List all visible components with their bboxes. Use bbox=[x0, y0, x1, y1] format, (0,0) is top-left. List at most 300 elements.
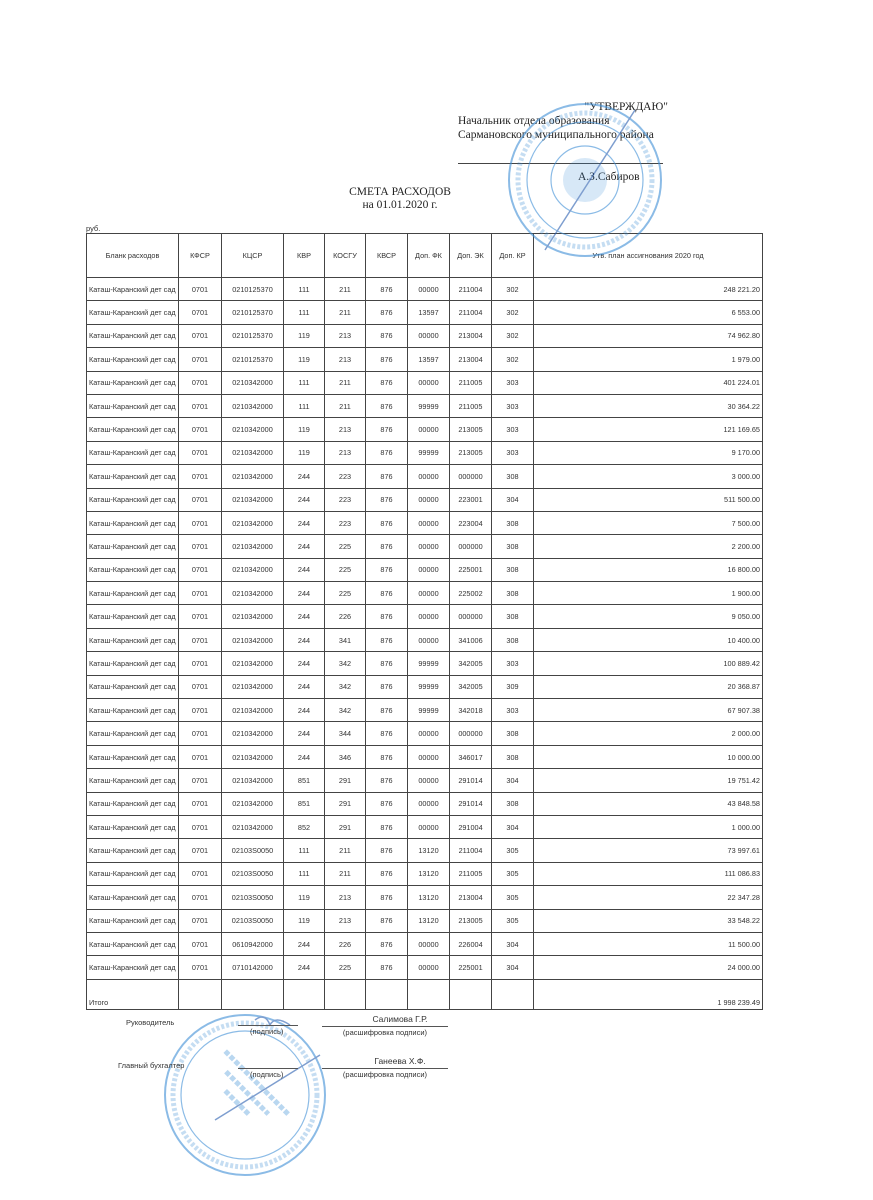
table-cell: 876 bbox=[366, 769, 408, 792]
table-cell: 0210342000 bbox=[222, 371, 284, 394]
head-name-line bbox=[322, 1026, 448, 1027]
table-cell: Каташ-Каранский дет сад bbox=[87, 558, 179, 581]
empty-cell bbox=[366, 979, 408, 1009]
table-cell: 213005 bbox=[450, 418, 492, 441]
table-cell: 0210342000 bbox=[222, 558, 284, 581]
table-cell: Каташ-Каранский дет сад bbox=[87, 956, 179, 979]
table-cell: 211005 bbox=[450, 371, 492, 394]
approval-position-line1: Начальник отдела образования bbox=[458, 115, 610, 127]
table-cell: 0210342000 bbox=[222, 605, 284, 628]
document-title-block bbox=[300, 186, 500, 212]
table-cell: 0701 bbox=[179, 652, 222, 675]
table-cell: 99999 bbox=[408, 652, 450, 675]
table-cell: 00000 bbox=[408, 605, 450, 628]
table-cell: 308 bbox=[492, 745, 534, 768]
table-cell: 225 bbox=[325, 558, 366, 581]
table-cell: 99999 bbox=[408, 394, 450, 417]
table-cell: 0210125370 bbox=[222, 324, 284, 347]
table-cell: 876 bbox=[366, 909, 408, 932]
table-cell: 0210342000 bbox=[222, 535, 284, 558]
table-cell: 0701 bbox=[179, 348, 222, 371]
table-cell: 876 bbox=[366, 932, 408, 955]
table-cell: Каташ-Каранский дет сад bbox=[87, 815, 179, 838]
table-cell: Каташ-Каранский дет сад bbox=[87, 932, 179, 955]
table-cell: 876 bbox=[366, 511, 408, 534]
table-cell: 0210125370 bbox=[222, 348, 284, 371]
table-header-row bbox=[87, 234, 763, 278]
table-cell: Каташ-Каранский дет сад bbox=[87, 582, 179, 605]
table-cell: 223001 bbox=[450, 488, 492, 511]
table-cell: 244 bbox=[284, 722, 325, 745]
table-cell: 0210342000 bbox=[222, 699, 284, 722]
table-cell: 851 bbox=[284, 792, 325, 815]
table-row bbox=[87, 301, 763, 324]
column-header: КЦСР bbox=[222, 234, 284, 278]
table-cell: 0701 bbox=[179, 278, 222, 301]
table-cell: 852 bbox=[284, 815, 325, 838]
table-cell: 225 bbox=[325, 582, 366, 605]
table-cell: 0701 bbox=[179, 862, 222, 885]
table-row bbox=[87, 441, 763, 464]
table-cell: 0210342000 bbox=[222, 745, 284, 768]
table-row bbox=[87, 418, 763, 441]
table-cell: 0701 bbox=[179, 628, 222, 651]
table-cell: 9 050.00 bbox=[534, 605, 763, 628]
table-cell: 876 bbox=[366, 582, 408, 605]
table-row bbox=[87, 371, 763, 394]
table-cell: 111 086.83 bbox=[534, 862, 763, 885]
table-row bbox=[87, 862, 763, 885]
table-cell: 213 bbox=[325, 324, 366, 347]
table-cell: 9 170.00 bbox=[534, 441, 763, 464]
table-cell: 13597 bbox=[408, 348, 450, 371]
table-cell: 119 bbox=[284, 909, 325, 932]
table-cell: 0701 bbox=[179, 956, 222, 979]
table-cell: 291 bbox=[325, 769, 366, 792]
table-cell: 876 bbox=[366, 699, 408, 722]
table-cell: 0210342000 bbox=[222, 652, 284, 675]
head-name: Салимова Г.Р. bbox=[372, 1014, 428, 1024]
document-date: на 01.01.2020 г. bbox=[362, 199, 438, 211]
table-cell: 223 bbox=[325, 488, 366, 511]
table-cell: 00000 bbox=[408, 488, 450, 511]
table-cell: 111 bbox=[284, 301, 325, 324]
table-cell: 0210342000 bbox=[222, 675, 284, 698]
table-cell: 244 bbox=[284, 745, 325, 768]
table-cell: 99999 bbox=[408, 699, 450, 722]
table-cell: 244 bbox=[284, 511, 325, 534]
table-cell: 213005 bbox=[450, 909, 492, 932]
table-cell: 211 bbox=[325, 862, 366, 885]
table-cell: 00000 bbox=[408, 558, 450, 581]
table-cell: 0210125370 bbox=[222, 278, 284, 301]
table-cell: 00000 bbox=[408, 582, 450, 605]
table-cell: 13120 bbox=[408, 886, 450, 909]
table-cell: Каташ-Каранский дет сад bbox=[87, 301, 179, 324]
table-row bbox=[87, 932, 763, 955]
table-cell: 0701 bbox=[179, 582, 222, 605]
table-cell: 225 bbox=[325, 535, 366, 558]
table-cell: 0210342000 bbox=[222, 394, 284, 417]
table-cell: 7 500.00 bbox=[534, 511, 763, 534]
table-cell: 213004 bbox=[450, 324, 492, 347]
table-cell: 248 221.20 bbox=[534, 278, 763, 301]
table-row bbox=[87, 324, 763, 347]
empty-cell bbox=[408, 979, 450, 1009]
table-cell: 244 bbox=[284, 558, 325, 581]
table-cell: 876 bbox=[366, 324, 408, 347]
table-cell: 876 bbox=[366, 605, 408, 628]
table-cell: 211004 bbox=[450, 839, 492, 862]
table-row bbox=[87, 605, 763, 628]
table-cell: 0210342000 bbox=[222, 722, 284, 745]
table-cell: 244 bbox=[284, 535, 325, 558]
table-cell: 213 bbox=[325, 886, 366, 909]
table-cell: 119 bbox=[284, 886, 325, 909]
column-header: КФСР bbox=[179, 234, 222, 278]
table-cell: 0210342000 bbox=[222, 582, 284, 605]
table-cell: 99999 bbox=[408, 675, 450, 698]
table-cell: 876 bbox=[366, 815, 408, 838]
table-cell: 24 000.00 bbox=[534, 956, 763, 979]
table-cell: 0701 bbox=[179, 932, 222, 955]
table-cell: 0701 bbox=[179, 394, 222, 417]
table-cell: 0701 bbox=[179, 605, 222, 628]
table-cell: Каташ-Каранский дет сад bbox=[87, 745, 179, 768]
table-cell: 876 bbox=[366, 839, 408, 862]
table-row bbox=[87, 488, 763, 511]
table-cell: 211005 bbox=[450, 394, 492, 417]
table-cell: 0210342000 bbox=[222, 465, 284, 488]
table-cell: 00000 bbox=[408, 511, 450, 534]
table-cell: 0210342000 bbox=[222, 815, 284, 838]
table-row bbox=[87, 956, 763, 979]
table-cell: 111 bbox=[284, 862, 325, 885]
table-cell: 10 000.00 bbox=[534, 745, 763, 768]
head-sign-hint: (подпись) bbox=[250, 1027, 284, 1036]
table-cell: 244 bbox=[284, 956, 325, 979]
table-cell: 303 bbox=[492, 394, 534, 417]
table-cell: 308 bbox=[492, 558, 534, 581]
table-cell: 00000 bbox=[408, 956, 450, 979]
table-cell: 303 bbox=[492, 371, 534, 394]
table-cell: 876 bbox=[366, 465, 408, 488]
table-cell: 225 bbox=[325, 956, 366, 979]
table-cell: 876 bbox=[366, 278, 408, 301]
table-cell: 121 169.65 bbox=[534, 418, 763, 441]
empty-cell bbox=[450, 979, 492, 1009]
table-cell: 876 bbox=[366, 558, 408, 581]
table-cell: 0210342000 bbox=[222, 418, 284, 441]
table-cell: 000000 bbox=[450, 722, 492, 745]
table-cell: 02103S0050 bbox=[222, 862, 284, 885]
table-cell: 0701 bbox=[179, 418, 222, 441]
table-cell: 303 bbox=[492, 418, 534, 441]
table-cell: 13597 bbox=[408, 301, 450, 324]
table-row bbox=[87, 815, 763, 838]
column-header: Утв. план ассигнования 2020 год bbox=[534, 234, 763, 278]
head-sign-line bbox=[238, 1025, 298, 1026]
table-cell: 13120 bbox=[408, 839, 450, 862]
table-cell: 19 751.42 bbox=[534, 769, 763, 792]
table-cell: 213 bbox=[325, 348, 366, 371]
table-cell: 225002 bbox=[450, 582, 492, 605]
table-cell: 308 bbox=[492, 511, 534, 534]
table-cell: 302 bbox=[492, 348, 534, 371]
table-cell: 1 900.00 bbox=[534, 582, 763, 605]
table-cell: 111 bbox=[284, 394, 325, 417]
table-cell: 213 bbox=[325, 909, 366, 932]
table-cell: 000000 bbox=[450, 605, 492, 628]
table-cell: 0701 bbox=[179, 675, 222, 698]
table-cell: 305 bbox=[492, 886, 534, 909]
empty-cell bbox=[492, 979, 534, 1009]
table-cell: 0210125370 bbox=[222, 301, 284, 324]
table-cell: 223 bbox=[325, 511, 366, 534]
table-cell: 308 bbox=[492, 605, 534, 628]
column-header: Доп. ФК bbox=[408, 234, 450, 278]
table-cell: 303 bbox=[492, 699, 534, 722]
approval-label: "УТВЕРЖДАЮ" bbox=[584, 101, 668, 113]
table-cell: 244 bbox=[284, 582, 325, 605]
column-header: Доп. КР bbox=[492, 234, 534, 278]
table-cell: 244 bbox=[284, 932, 325, 955]
table-cell: Каташ-Каранский дет сад bbox=[87, 675, 179, 698]
table-cell: 223004 bbox=[450, 511, 492, 534]
table-cell: 211 bbox=[325, 371, 366, 394]
column-header: Доп. ЭК bbox=[450, 234, 492, 278]
table-cell: 0701 bbox=[179, 535, 222, 558]
table-cell: 0701 bbox=[179, 488, 222, 511]
table-cell: 0710142000 bbox=[222, 956, 284, 979]
table-cell: 000000 bbox=[450, 535, 492, 558]
table-cell: 0701 bbox=[179, 745, 222, 768]
table-cell: 0701 bbox=[179, 511, 222, 534]
table-cell: 10 400.00 bbox=[534, 628, 763, 651]
table-cell: 876 bbox=[366, 418, 408, 441]
accountant-sign-hint: (подпись) bbox=[250, 1070, 284, 1079]
table-cell: 33 548.22 bbox=[534, 909, 763, 932]
table-cell: Каташ-Каранский дет сад bbox=[87, 371, 179, 394]
column-header: КОСГУ bbox=[325, 234, 366, 278]
table-cell: 342018 bbox=[450, 699, 492, 722]
table-cell: 0701 bbox=[179, 301, 222, 324]
empty-cell bbox=[179, 979, 222, 1009]
table-cell: 0210342000 bbox=[222, 628, 284, 651]
table-cell: 02103S0050 bbox=[222, 839, 284, 862]
table-cell: 99999 bbox=[408, 441, 450, 464]
table-cell: 0701 bbox=[179, 815, 222, 838]
table-cell: 401 224.01 bbox=[534, 371, 763, 394]
table-cell: 0701 bbox=[179, 465, 222, 488]
table-cell: 00000 bbox=[408, 745, 450, 768]
table-cell: 30 364.22 bbox=[534, 394, 763, 417]
table-cell: 00000 bbox=[408, 465, 450, 488]
table-cell: 0210342000 bbox=[222, 769, 284, 792]
table-cell: 0701 bbox=[179, 722, 222, 745]
table-cell: 305 bbox=[492, 839, 534, 862]
approval-position-line2: Сармановского муниципального района bbox=[458, 129, 654, 141]
table-cell: 342 bbox=[325, 699, 366, 722]
table-cell: 0701 bbox=[179, 839, 222, 862]
table-cell: Каташ-Каранский дет сад bbox=[87, 511, 179, 534]
accountant-name: Ганеева Х.Ф. bbox=[374, 1056, 426, 1066]
table-cell: 00000 bbox=[408, 628, 450, 651]
table-row bbox=[87, 535, 763, 558]
table-cell: 225001 bbox=[450, 558, 492, 581]
table-cell: 244 bbox=[284, 652, 325, 675]
table-cell: 119 bbox=[284, 324, 325, 347]
table-cell: 346017 bbox=[450, 745, 492, 768]
table-cell: Каташ-Каранский дет сад bbox=[87, 418, 179, 441]
table-cell: 291 bbox=[325, 792, 366, 815]
table-cell: 308 bbox=[492, 465, 534, 488]
table-cell: Каташ-Каранский дет сад bbox=[87, 465, 179, 488]
table-cell: Каташ-Каранский дет сад bbox=[87, 441, 179, 464]
table-cell: 851 bbox=[284, 769, 325, 792]
empty-cell bbox=[222, 979, 284, 1009]
table-row bbox=[87, 278, 763, 301]
table-cell: 291014 bbox=[450, 769, 492, 792]
table-cell: 0701 bbox=[179, 441, 222, 464]
table-cell: 73 997.61 bbox=[534, 839, 763, 862]
table-row bbox=[87, 909, 763, 932]
table-cell: 111 bbox=[284, 371, 325, 394]
table-cell: 1 000.00 bbox=[534, 815, 763, 838]
table-cell: 876 bbox=[366, 722, 408, 745]
table-cell: 304 bbox=[492, 488, 534, 511]
table-cell: Каташ-Каранский дет сад bbox=[87, 488, 179, 511]
table-cell: 876 bbox=[366, 441, 408, 464]
table-cell: 13120 bbox=[408, 862, 450, 885]
total-row bbox=[87, 979, 763, 1009]
table-cell: 876 bbox=[366, 628, 408, 651]
table-cell: 302 bbox=[492, 278, 534, 301]
column-header: КВР bbox=[284, 234, 325, 278]
table-cell: 000000 bbox=[450, 465, 492, 488]
table-cell: 876 bbox=[366, 301, 408, 324]
total-label: Итого bbox=[87, 979, 179, 1009]
table-cell: 213 bbox=[325, 418, 366, 441]
table-cell: 119 bbox=[284, 418, 325, 441]
table-cell: 876 bbox=[366, 652, 408, 675]
empty-cell bbox=[284, 979, 325, 1009]
table-cell: 303 bbox=[492, 652, 534, 675]
table-cell: 244 bbox=[284, 605, 325, 628]
table-cell: 302 bbox=[492, 301, 534, 324]
table-cell: 244 bbox=[284, 488, 325, 511]
table-cell: 876 bbox=[366, 886, 408, 909]
table-cell: 02103S0050 bbox=[222, 909, 284, 932]
table-cell: 213 bbox=[325, 441, 366, 464]
table-cell: 341006 bbox=[450, 628, 492, 651]
table-cell: 0701 bbox=[179, 371, 222, 394]
table-cell: 291 bbox=[325, 815, 366, 838]
table-cell: Каташ-Каранский дет сад bbox=[87, 699, 179, 722]
table-cell: 0701 bbox=[179, 769, 222, 792]
accountant-label: Главный бухгалтер bbox=[118, 1061, 185, 1070]
table-cell: 304 bbox=[492, 956, 534, 979]
table-cell: 0701 bbox=[179, 909, 222, 932]
table-cell: 211 bbox=[325, 301, 366, 324]
table-cell: 211 bbox=[325, 394, 366, 417]
table-cell: 876 bbox=[366, 348, 408, 371]
approval-signature-line bbox=[458, 163, 663, 164]
table-cell: 00000 bbox=[408, 418, 450, 441]
table-cell: 111 bbox=[284, 839, 325, 862]
table-row bbox=[87, 652, 763, 675]
table-cell: 22 347.28 bbox=[534, 886, 763, 909]
table-cell: 344 bbox=[325, 722, 366, 745]
table-cell: 2 000.00 bbox=[534, 722, 763, 745]
table-cell: 308 bbox=[492, 722, 534, 745]
table-cell: 511 500.00 bbox=[534, 488, 763, 511]
table-row bbox=[87, 558, 763, 581]
table-cell: 308 bbox=[492, 535, 534, 558]
currency-unit: руб. bbox=[86, 224, 101, 233]
table-cell: 1 979.00 bbox=[534, 348, 763, 371]
table-cell: Каташ-Каранский дет сад bbox=[87, 535, 179, 558]
table-cell: 244 bbox=[284, 628, 325, 651]
table-cell: 876 bbox=[366, 535, 408, 558]
table-cell: 308 bbox=[492, 582, 534, 605]
table-cell: 0701 bbox=[179, 699, 222, 722]
column-header: Бланк расходов bbox=[87, 234, 179, 278]
table-cell: 67 907.38 bbox=[534, 699, 763, 722]
table-row bbox=[87, 465, 763, 488]
table-cell: 0210342000 bbox=[222, 511, 284, 534]
table-cell: 0701 bbox=[179, 886, 222, 909]
table-cell: 20 368.87 bbox=[534, 675, 763, 698]
table-cell: Каташ-Каранский дет сад bbox=[87, 839, 179, 862]
table-cell: 0210342000 bbox=[222, 792, 284, 815]
table-cell: 876 bbox=[366, 675, 408, 698]
table-cell: 213004 bbox=[450, 886, 492, 909]
table-cell: 308 bbox=[492, 792, 534, 815]
head-decode-hint: (расшифровка подписи) bbox=[342, 1028, 428, 1037]
empty-cell bbox=[325, 979, 366, 1009]
table-row bbox=[87, 628, 763, 651]
table-cell: 342005 bbox=[450, 652, 492, 675]
table-cell: 213004 bbox=[450, 348, 492, 371]
kindergarten-stamp bbox=[160, 1010, 330, 1180]
table-cell: 213005 bbox=[450, 441, 492, 464]
table-cell: 244 bbox=[284, 675, 325, 698]
table-cell: 0610942000 bbox=[222, 932, 284, 955]
table-cell: 305 bbox=[492, 909, 534, 932]
table-cell: 291004 bbox=[450, 815, 492, 838]
table-cell: 342005 bbox=[450, 675, 492, 698]
table-cell: 02103S0050 bbox=[222, 886, 284, 909]
table-cell: Каташ-Каранский дет сад bbox=[87, 394, 179, 417]
table-cell: 00000 bbox=[408, 278, 450, 301]
table-cell: 2 200.00 bbox=[534, 535, 763, 558]
total-value: 1 998 239.49 bbox=[534, 979, 763, 1009]
table-cell: 43 848.58 bbox=[534, 792, 763, 815]
accountant-sign-line bbox=[238, 1068, 298, 1069]
table-cell: Каташ-Каранский дет сад bbox=[87, 628, 179, 651]
table-row bbox=[87, 348, 763, 371]
table-cell: Каташ-Каранский дет сад bbox=[87, 348, 179, 371]
table-cell: 16 800.00 bbox=[534, 558, 763, 581]
approval-signer: А.З.Сабиров bbox=[578, 171, 640, 183]
table-cell: 304 bbox=[492, 769, 534, 792]
table-cell: 0701 bbox=[179, 558, 222, 581]
table-cell: 0210342000 bbox=[222, 488, 284, 511]
table-cell: 346 bbox=[325, 745, 366, 768]
table-cell: Каташ-Каранский дет сад bbox=[87, 886, 179, 909]
table-cell: 00000 bbox=[408, 932, 450, 955]
